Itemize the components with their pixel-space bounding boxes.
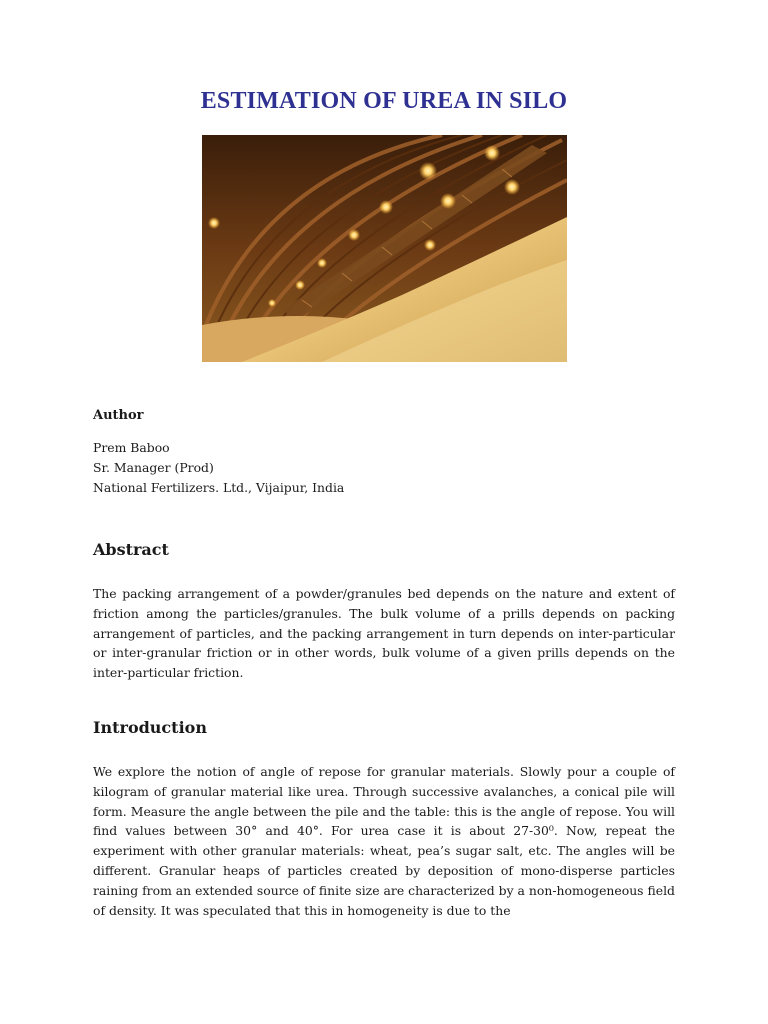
author-details <box>93 438 675 498</box>
introduction-section <box>93 718 675 737</box>
author-heading: Author <box>93 408 144 423</box>
abstract-section <box>93 540 675 559</box>
author-position: Sr. Manager (Prod) <box>93 460 214 475</box>
author-name: Prem Baboo <box>93 440 170 455</box>
urea-silo-photo <box>202 135 567 362</box>
abstract-paragraph: The packing arrangement of a powder/granules bed depends on the nature and extent of friction among the particles/granules. The bulk volume of a prills depends on packing arrangement of particles, and the packing arrangement in turn depends on inter-particular or inter-granular friction or in other words, bulk volume of a given prills depends on the inter-particular friction. <box>93 586 675 681</box>
author-section <box>93 408 675 423</box>
introduction-paragraph: We explore the notion of angle of repose for granular materials. Slowly pour a couple of kilogram of granular material like urea. Through successive avalanches, a conical pile will form. Measure the angle between the pile and the table: this is the angle of repose. You will find values between 30° and 40°. For urea case it is about 27-30⁰. Now, repeat the experiment with other granular materials: wheat, pea’s sugar salt, etc. The angles will be different. Granular heaps of particles created by deposition of mono-disperse particles raining from an extended source of finite size are characterized by a non-homogeneous field of density. It was speculated that this in homogeneity is due to the <box>93 764 675 918</box>
introduction-heading: Introduction <box>93 718 207 737</box>
introduction-body <box>93 762 675 920</box>
author-affiliation: National Fertilizers. Ltd., Vijaipur, India <box>93 480 345 495</box>
document-title: ESTIMATION OF UREA IN SILO <box>200 88 568 114</box>
abstract-heading: Abstract <box>93 540 169 559</box>
abstract-body <box>93 584 675 683</box>
